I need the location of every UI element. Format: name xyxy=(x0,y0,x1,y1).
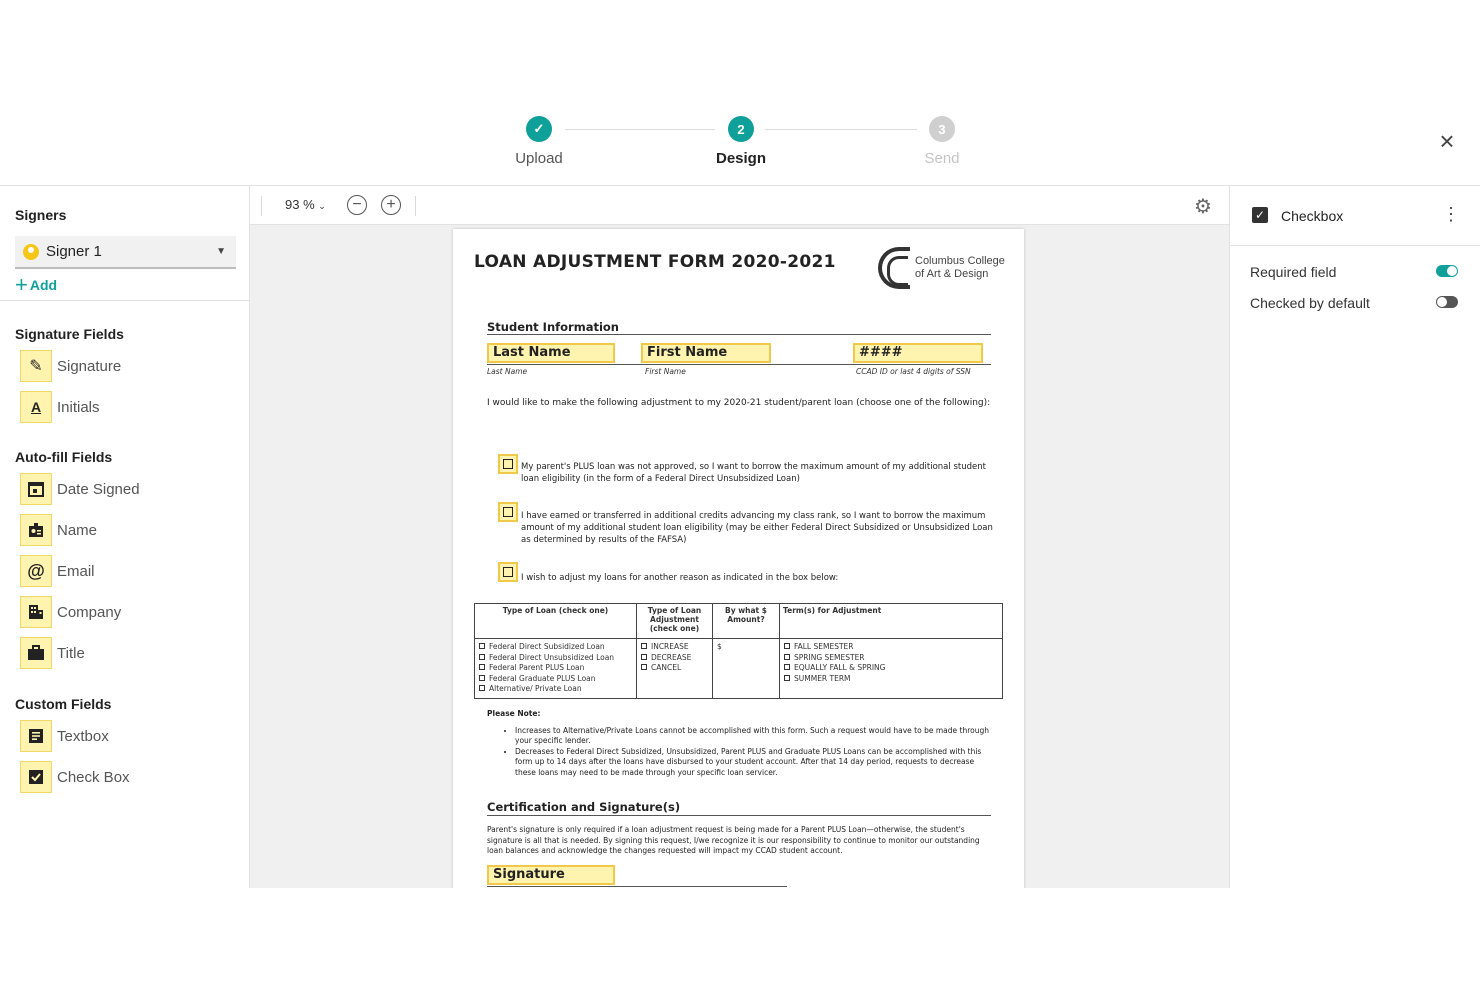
list-item: SPRING SEMESTER xyxy=(784,653,998,664)
intro-text: I would like to make the following adjustment to my 2020-21 student/parent loan (choose one of the following): xyxy=(487,398,991,408)
step-label: Send xyxy=(924,150,960,167)
last-name-field[interactable]: Last Name xyxy=(487,343,615,363)
list-item: Federal Direct Unsubsidized Loan xyxy=(479,653,632,664)
checkbox-icon: ✓ xyxy=(1252,207,1268,223)
check-icon: ✓ xyxy=(526,116,552,142)
more-options-icon[interactable]: ⋮ xyxy=(1442,204,1460,224)
add-label: Add xyxy=(29,277,58,293)
chevron-down-icon: ⌄ xyxy=(318,201,326,211)
plus-icon: + xyxy=(15,272,28,297)
signer-avatar-icon xyxy=(23,244,39,260)
loan-types-cell xyxy=(475,639,637,699)
chevron-down-icon: ▼ xyxy=(216,246,226,257)
list-item: INCREASE xyxy=(641,642,708,653)
list-item: FALL SEMESTER xyxy=(784,642,998,653)
list-item: CANCEL xyxy=(641,663,708,674)
rule xyxy=(487,886,787,887)
document-canvas[interactable] xyxy=(250,225,1229,888)
zoom-select[interactable] xyxy=(285,197,326,212)
option-checkbox[interactable] xyxy=(498,502,518,522)
step-label: Upload xyxy=(515,150,563,167)
close-icon[interactable]: × xyxy=(1439,126,1455,156)
required-field-toggle[interactable] xyxy=(1436,265,1458,277)
option-checkbox[interactable] xyxy=(498,562,518,582)
field-signature[interactable] xyxy=(20,350,121,382)
briefcase-icon xyxy=(20,637,52,669)
signature-field[interactable]: Signature xyxy=(487,865,615,885)
field-textbox[interactable] xyxy=(20,720,109,752)
logo-mark xyxy=(878,247,910,289)
list-item: DECREASE xyxy=(641,653,708,664)
first-name-field[interactable]: First Name xyxy=(641,343,771,363)
plus-circle-icon[interactable]: + xyxy=(381,195,401,215)
step-label: Design xyxy=(715,150,766,167)
field-label: Signature xyxy=(57,357,122,375)
id-field[interactable]: #### xyxy=(853,343,983,363)
pen-icon: ✎ xyxy=(20,350,52,382)
table-header: Term(s) for Adjustment xyxy=(780,604,1003,639)
college-logo xyxy=(878,247,1005,289)
properties-panel xyxy=(1229,186,1480,888)
building-icon xyxy=(20,596,52,628)
field-caption: First Name xyxy=(645,367,686,376)
option-checkbox[interactable] xyxy=(498,454,518,474)
signer-name: Signer 1 xyxy=(46,243,102,260)
step-number: 3 xyxy=(929,116,955,142)
signature-fields-heading: Signature Fields xyxy=(15,326,124,342)
adjustment-cell xyxy=(637,639,713,699)
table-header: Type of Loan (check one) xyxy=(475,604,637,639)
option-text: I wish to adjust my loans for another reason as indicated in the box below: xyxy=(521,573,839,583)
field-email[interactable] xyxy=(20,555,95,587)
rule xyxy=(487,364,991,365)
required-field-label: Required field xyxy=(1250,264,1337,280)
table-row xyxy=(475,639,1003,699)
field-label: Title xyxy=(57,644,85,662)
checked-default-toggle[interactable] xyxy=(1436,296,1458,308)
panel-title: Checkbox xyxy=(1281,208,1344,224)
logo-text xyxy=(915,255,1005,281)
field-caption: Last Name xyxy=(487,367,528,376)
list-item: Federal Direct Subsidized Loan xyxy=(479,642,632,653)
gear-icon[interactable]: ⚙ xyxy=(1194,196,1212,218)
field-caption: CCAD ID or last 4 digits of SSN xyxy=(856,367,971,376)
checkbox-icon xyxy=(20,761,52,793)
list-item: Alternative/ Private Loan xyxy=(479,684,632,695)
toolbar-divider xyxy=(261,196,262,216)
note-item: • Decreases to Federal Direct Subsidized, Unsubsidized, Parent PLUS and Graduate PLUS Loans can be accomplished with this form up to 14 days after the loans have disbursed to your student account. After that 14 day period, requests to decrease these loans may need to be made through your specific loan servicer. xyxy=(515,747,997,779)
divider xyxy=(0,300,250,301)
terms-cell xyxy=(780,639,1003,699)
step-number: 2 xyxy=(728,116,754,142)
field-label: Email xyxy=(57,562,95,580)
table-header: Type of Loan Adjustment (check one) xyxy=(637,604,713,639)
list-item: Federal Graduate PLUS Loan xyxy=(479,674,632,685)
field-name[interactable] xyxy=(20,514,97,546)
zoom-level: 93 % xyxy=(285,197,315,212)
option-text: My parent's PLUS loan was not approved, so I want to borrow the maximum amount of my additional student loan eligibility (in the form of a Federal Direct Unsubsidized Loan) xyxy=(521,462,986,484)
notes-block xyxy=(487,709,997,778)
custom-fields-heading: Custom Fields xyxy=(15,696,112,712)
at-icon: @ xyxy=(20,555,52,587)
cert-heading: Certification and Signature(s) xyxy=(487,800,681,814)
field-label: Company xyxy=(57,603,122,621)
list-item: Federal Parent PLUS Loan xyxy=(479,663,632,674)
field-label: Name xyxy=(57,521,98,539)
logo-line: Columbus College xyxy=(915,255,1005,267)
step-design[interactable] xyxy=(681,116,801,167)
toolbar-divider xyxy=(415,196,416,216)
id-badge-icon xyxy=(20,514,52,546)
field-label: Date Signed xyxy=(57,480,140,498)
step-send[interactable] xyxy=(882,116,1002,167)
field-check-box[interactable] xyxy=(20,761,130,793)
initials-icon: A xyxy=(20,391,52,423)
stepper xyxy=(0,0,1480,186)
student-info-heading: Student Information xyxy=(487,320,619,334)
option-text: I have earned or transferred in additional credits advancing my class rank, so I want to borrow the maximum amount of my additional student loan eligibility (may be either Federal Direct Subsidized or Unsubsidized Loan as determined by results of the FAFSA) xyxy=(521,511,993,545)
minus-circle-icon[interactable]: − xyxy=(347,195,367,215)
list-item: EQUALLY FALL & SPRING xyxy=(784,663,998,674)
signer-dropdown[interactable] xyxy=(15,236,236,269)
cert-text: Parent's signature is only required if a loan adjustment request is being made for a Parent PLUS Loan—otherwise, the student's signature is all that is needed. By signing this request, I/we recognize it is our responsibility to continue to monitor our outstanding loan balances and acknowledge the changes requested will impact my CCAD student account. xyxy=(487,825,980,855)
field-initials[interactable] xyxy=(20,391,100,423)
list-item: SUMMER TERM xyxy=(784,674,998,685)
step-upload[interactable] xyxy=(479,116,599,167)
field-company[interactable] xyxy=(20,596,121,628)
field-label: Initials xyxy=(57,398,100,416)
add-signer-button[interactable] xyxy=(15,272,58,297)
document-title: LOAN ADJUSTMENT FORM 2020-2021 xyxy=(474,252,836,272)
field-label: Check Box xyxy=(57,768,130,786)
table-header: By what $ Amount? xyxy=(713,604,780,639)
autofill-heading: Auto-fill Fields xyxy=(15,449,113,465)
field-label: Textbox xyxy=(57,727,109,745)
calendar-icon xyxy=(20,473,52,505)
document-page xyxy=(453,229,1024,888)
note-item: • Increases to Alternative/Private Loans cannot be accomplished with this form. Such a request would have to be made through your specific lender. xyxy=(515,726,997,747)
textbox-icon xyxy=(20,720,52,752)
logo-line: of Art & Design xyxy=(915,268,989,280)
checked-default-label: Checked by default xyxy=(1250,295,1370,311)
note-heading: Please Note: xyxy=(487,709,541,718)
field-date-signed[interactable] xyxy=(20,473,140,505)
field-title[interactable] xyxy=(20,637,85,669)
signers-heading: Signers xyxy=(15,207,67,223)
rule xyxy=(487,815,991,816)
amount-cell: $ xyxy=(713,639,780,699)
rule xyxy=(487,334,991,335)
loan-table xyxy=(474,603,1003,699)
